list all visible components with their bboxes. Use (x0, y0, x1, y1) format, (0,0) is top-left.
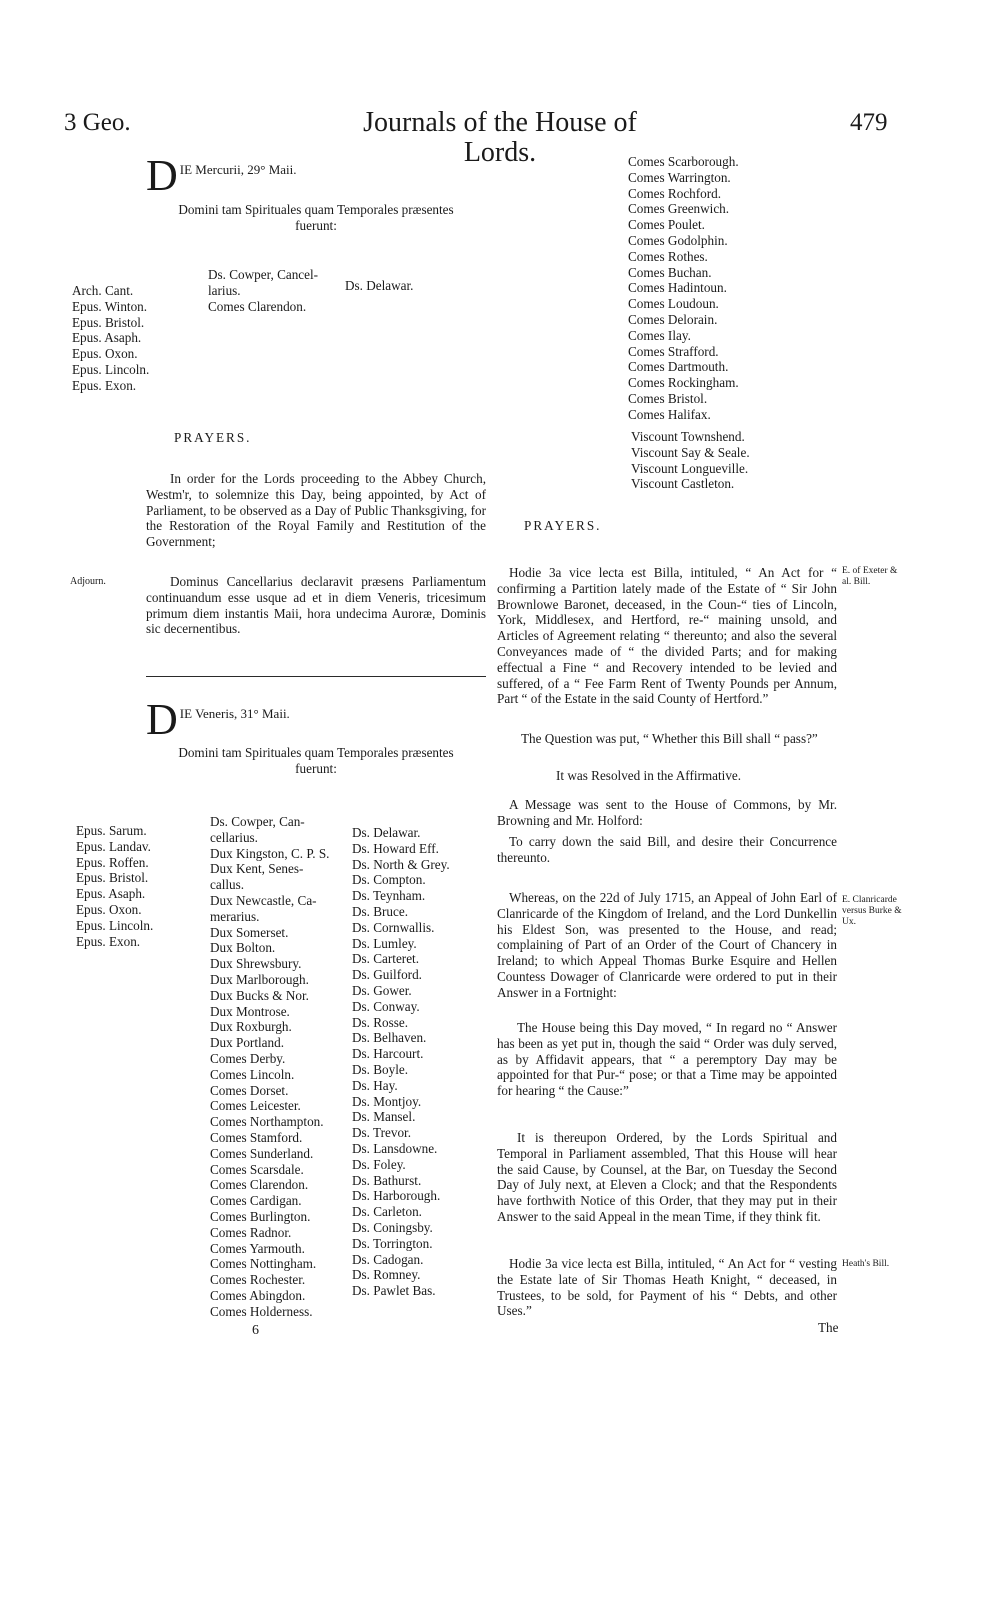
bishop-entry: Epus. Asaph. (72, 330, 142, 346)
bill2-margin-note: Heath's Bill. (842, 1259, 890, 1269)
bishop-entry: Epus. Lincoln. (76, 917, 154, 933)
signature-mark: 6 (252, 1323, 259, 1338)
lord-entry: Ds. Conway. (352, 998, 420, 1014)
lord-entry: Dux Portland. (210, 1035, 284, 1051)
lord-entry: Ds. Romney. (352, 1267, 421, 1283)
lord-entry: Dux Newcastle, Ca- (210, 892, 317, 908)
header-page-number: 479 (850, 109, 888, 136)
lord-entry: Ds. Howard Eff. (352, 840, 439, 856)
header-title: Journals of the House of Lords. (363, 107, 637, 168)
lord-entry: Ds. Foley. (352, 1156, 406, 1172)
earl-entry: Comes Rochford. (628, 185, 722, 201)
comes-list (628, 154, 739, 423)
viscount-entry: Viscount Castleton. (631, 476, 735, 492)
lord-entry: Comes Northampton. (210, 1114, 324, 1130)
lord-entry: Comes Leicester. (210, 1098, 301, 1114)
day1-bishops-list (72, 283, 149, 394)
bishop-entry: Epus. Exon. (72, 377, 137, 393)
bill2-text: Hodie 3a vice lecta est Billa, intituled, “ An Act for “ vesting the Estate late of Sir Thomas Heath Knight, “ deceased, in Trustees, to be sold, for Payment of his “ Debts, and other Uses.” (497, 1256, 837, 1319)
lord-entry: Ds. Carleton. (352, 1204, 422, 1220)
lord-entry: Dux Shrewsbury. (210, 956, 302, 972)
day1-adjourn-text: Dominus Cancellarius declaravit præsens Parliamentum continuandum esse usque ad et in diem Veneris, tricesimum primum diem instantis Maii, hora undecima Auroræ, Dominis sic decernentibus. (146, 574, 486, 637)
lord-entry: cellarius. (210, 829, 258, 845)
day1-date: IE Mercurii, 29° Maii. (179, 162, 297, 177)
lord-entry: Comes Clarendon. (210, 1177, 309, 1193)
earl-entry: Comes Buchan. (628, 264, 712, 280)
viscount-entry: Viscount Longueville. (631, 460, 749, 476)
day1-lords-list-1 (208, 267, 318, 314)
earl-entry: Comes Bristol. (628, 390, 708, 406)
earl-entry: Comes Greenwich. (628, 201, 730, 217)
day1-dropcap: D (146, 151, 178, 200)
lord-entry: Dux Kent, Senes- (210, 861, 304, 877)
lord-entry: Ds. Carteret. (352, 951, 420, 967)
lord-entry: Dux Montrose. (210, 1003, 290, 1019)
lord-entry: Ds. Cowper, Cancel- (208, 267, 319, 282)
lord-entry: Dux Kingston, C. P. S. (210, 845, 330, 861)
lord-entry: Comes Nottingham. (210, 1256, 317, 1272)
right-prayers: PRAYERS. (524, 518, 602, 533)
lord-entry: Ds. Lumley. (352, 935, 417, 951)
bishop-entry: Epus. Bristol. (76, 870, 149, 886)
lord-entry: Ds. Montjoy. (352, 1093, 422, 1109)
lord-entry: Ds. Cornwallis. (352, 919, 435, 935)
lord-entry: Comes Sunderland. (210, 1145, 314, 1161)
lord-entry: Ds. Delawar. (345, 278, 414, 293)
bishop-entry: Epus. Lincoln. (72, 361, 150, 377)
day2-date: IE Veneris, 31° Maii. (179, 706, 290, 721)
lord-entry: Comes Clarendon. (208, 298, 307, 314)
lord-entry: Ds. Rosse. (352, 1014, 409, 1030)
earl-entry: Comes Delorain. (628, 311, 718, 327)
day1-present-2: fuerunt: (295, 218, 337, 233)
day1-present-1: Domini tam Spirituales quam Temporales præsentes (178, 202, 454, 217)
earl-entry: Comes Loudoun. (628, 296, 719, 312)
bishop-entry: Epus. Exon. (76, 933, 141, 949)
lord-entry: Ds. Cadogan. (352, 1251, 424, 1267)
earl-entry: Comes Hadintoun. (628, 280, 727, 296)
lord-entry: Dux Marlborough. (210, 971, 309, 987)
bishop-entry: Arch. Cant. (72, 283, 134, 298)
earl-entry: Comes Halifax. (628, 406, 711, 422)
day1-order-text: In order for the Lords proceeding to the Abbey Church, Westm'r, to solemnize this Day, being appointed, by Act of Parliament, to be observed as a Day of Public Thanksgiving, for the Restoration of the Royal Family and Restitution of the Government; (146, 471, 486, 550)
lord-entry: Ds. Coningsby. (352, 1219, 433, 1235)
day2-bishops-list (76, 823, 153, 949)
day2-lords-list-1 (210, 814, 329, 1320)
bill1-margin-note: E. of Exeter & al. Bill. (842, 566, 898, 587)
lord-entry: merarius. (210, 908, 260, 924)
lord-entry: Ds. Teynham. (352, 888, 426, 904)
lord-entry: Ds. North & Grey. (352, 856, 450, 872)
bishop-entry: Epus. Oxon. (72, 346, 138, 362)
bishop-entry: Epus. Winton. (72, 298, 148, 314)
lord-entry: Ds. Harborough. (352, 1188, 441, 1204)
day2-heading (146, 695, 486, 744)
earl-entry: Comes Warrington. (628, 169, 731, 185)
lord-entry: Ds. Hay. (352, 1077, 398, 1093)
lord-entry: Ds. Belhaven. (352, 1030, 427, 1046)
lord-entry: larius. (208, 282, 241, 298)
lord-entry: Dux Roxburgh. (210, 1019, 292, 1035)
lord-entry: Ds. Trevor. (352, 1125, 411, 1141)
section-divider (146, 676, 486, 677)
ordered-text: It is thereupon Ordered, by the Lords Spiritual and Temporal in Parliament assembled, That this House will hear the said Cause, by Counsel, at the Bar, on Tuesday the Second Day of July next, at Eleven a Clock; and that the Respondents have forthwith Notice of this Order, that they may put in their Answer to the said Appeal in the mean Time, if they think fit. (497, 1130, 837, 1224)
lord-entry: Comes Burlington. (210, 1208, 311, 1224)
earl-entry: Comes Godolphin. (628, 232, 728, 248)
catchword: The (818, 1320, 839, 1335)
lord-entry: Comes Lincoln. (210, 1066, 295, 1082)
lord-entry: Comes Radnor. (210, 1224, 292, 1240)
day1-heading (146, 151, 486, 200)
lord-entry: Comes Rochester. (210, 1272, 306, 1288)
lord-entry: Ds. Guilford. (352, 967, 422, 983)
lord-entry: Comes Abingdon. (210, 1287, 306, 1303)
resolved-text: It was Resolved in the Affirmative. (556, 768, 742, 783)
earl-entry: Comes Poulet. (628, 217, 705, 233)
header-regnal-year: 3 Geo. (64, 109, 131, 136)
day2-lords-list-2 (352, 825, 450, 1299)
lord-entry: Ds. Pawlet Bas. (352, 1283, 436, 1299)
bishop-entry: Epus. Landav. (76, 838, 151, 854)
bishop-entry: Epus. Oxon. (76, 901, 142, 917)
question-text: The Question was put, “ Whether this Bill shall “ pass?” (521, 731, 818, 746)
bishop-entry: Epus. Bristol. (72, 314, 145, 330)
day2-present-2: fuerunt: (295, 761, 337, 776)
earl-entry: Comes Scarborough. (628, 154, 739, 169)
lord-entry: Comes Stamford. (210, 1129, 303, 1145)
lord-entry: Ds. Torrington. (352, 1235, 433, 1251)
bishop-entry: Epus. Roffen. (76, 854, 149, 870)
lord-entry: Comes Cardigan. (210, 1193, 302, 1209)
lord-entry: Comes Holderness. (210, 1303, 313, 1319)
earl-entry: Comes Dartmouth. (628, 359, 729, 375)
lord-entry: Ds. Compton. (352, 872, 426, 888)
bill1-text: Hodie 3a vice lecta est Billa, intituled, “ An Act for “ confirming a Partition lately made of the Estate of “ Sir John Brownlowe Baronet, deceased, in the Coun-“ ties of Lincoln, York, Middlesex, and Hertford, re-“ maining unsold, and Articles of Agreement relating “ thereunto; and also the several Conveyances made of “ the divided Parts; and for making effectual a Fine “ and Recovery intended to be levied and suffered, of a “ Fee Farm Rent of Twenty Pounds per Annum, Part “ of the Estate in the said County of Hertford.” (497, 565, 837, 707)
lord-entry: Comes Dorset. (210, 1082, 289, 1098)
lord-entry: Dux Somerset. (210, 924, 289, 940)
day1-lords-list-2 (345, 278, 413, 294)
lord-entry: Ds. Gower. (352, 982, 412, 998)
bishop-entry: Epus. Asaph. (76, 886, 146, 902)
earl-entry: Comes Strafford. (628, 343, 719, 359)
lord-entry: Ds. Bruce. (352, 903, 409, 919)
lord-entry: Ds. Boyle. (352, 1061, 409, 1077)
message-text: A Message was sent to the House of Commons, by Mr. Browning and Mr. Holford: (497, 797, 837, 828)
lord-entry: Ds. Harcourt. (352, 1046, 424, 1062)
bishop-entry: Epus. Sarum. (76, 823, 147, 838)
day2-dropcap: D (146, 695, 178, 744)
carry-text: To carry down the said Bill, and desire their Concurrence thereunto. (497, 834, 837, 865)
viscounts-list (631, 429, 750, 492)
lord-entry: Ds. Lansdowne. (352, 1140, 438, 1156)
viscount-entry: Viscount Say & Seale. (631, 444, 750, 460)
appeal-text: Whereas, on the 22d of July 1715, an Appeal of John Earl of Clanricarde of the Kingdom of Ireland, and the Lord Dunkellin his Eldest Son, was presented to the House, and read; complaining of Part of an Order of the Court of Chancery in Ireland; to which Appeal Thomas Burke Esquire and Hellen Countess Dowager of Clanricarde were ordered to put in their Answer in a Fortnight: (497, 890, 837, 1000)
day1-prayers: PRAYERS. (174, 430, 252, 445)
earl-entry: Comes Rothes. (628, 248, 708, 264)
appeal-margin-note: E. Clanricarde versus Burke & Ux. (842, 895, 902, 927)
day2-present-1: Domini tam Spirituales quam Temporales præsentes (178, 745, 454, 760)
lord-entry: Comes Scarsdale. (210, 1161, 304, 1177)
lord-entry: Ds. Delawar. (352, 825, 421, 840)
lord-entry: Ds. Mansel. (352, 1109, 416, 1125)
earl-entry: Comes Rockingham. (628, 375, 739, 391)
lord-entry: Ds. Bathurst. (352, 1172, 422, 1188)
adjourn-margin-note: Adjourn. (70, 576, 106, 587)
viscount-entry: Viscount Townshend. (631, 429, 745, 444)
lord-entry: Dux Bolton. (210, 940, 276, 956)
moved-text: The House being this Day moved, “ In regard no “ Answer has been as yet put in, though the said “ Order was duly served, as by Affidavit appears, that “ a peremptory Day may be appointed for that Pur-“ pose; or that a Time may be appointed for hearing “ the Cause:” (497, 1020, 837, 1099)
lord-entry: Comes Derby. (210, 1050, 286, 1066)
lord-entry: callus. (210, 877, 245, 893)
earl-entry: Comes Ilay. (628, 327, 691, 343)
lord-entry: Ds. Cowper, Can- (210, 814, 305, 829)
lord-entry: Comes Yarmouth. (210, 1240, 305, 1256)
lord-entry: Dux Bucks & Nor. (210, 987, 309, 1003)
